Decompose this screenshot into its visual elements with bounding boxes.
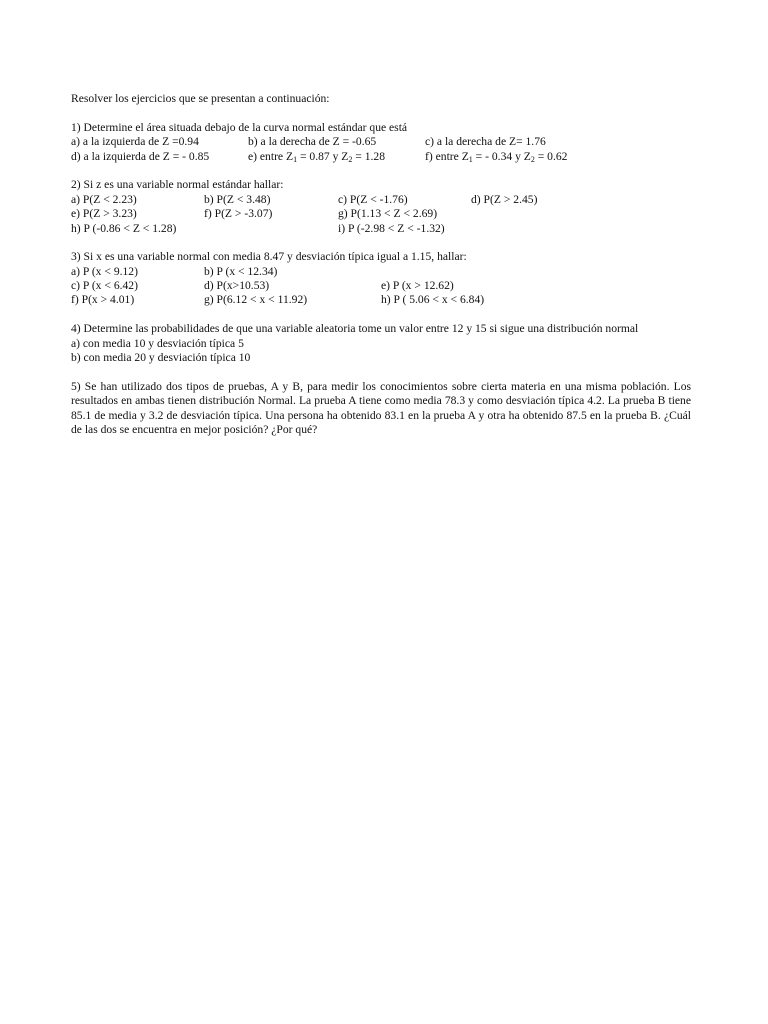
ex1-f-mid: = - 0.34 y Z — [472, 149, 531, 163]
ex1-e-pre: e) entre Z — [248, 149, 294, 163]
spacer — [71, 308, 711, 322]
ex2-item-d: d) P(Z > 2.45) — [471, 192, 538, 206]
exercise-5 — [71, 380, 711, 438]
exercise-3-row-2 — [71, 279, 711, 293]
ex3-item-g: g) P(6.12 < x < 11.92) — [204, 293, 308, 307]
ex3-item-b: b) P (x < 12.34) — [204, 264, 278, 278]
ex3-item-h: h) P ( 5.06 < x < 6.84) — [381, 293, 485, 307]
ex1-e-mid: = 0.87 y Z — [297, 149, 349, 163]
exercise-3-heading: 3) Si x es una variable normal con media 8.47 y desviación típica igual a 1.15, hallar: — [71, 250, 467, 264]
intro-text: Resolver los ejercicios que se presentan a continuación: — [71, 92, 330, 105]
exercise-2-row-2 — [71, 207, 711, 221]
ex1-item-c: c) a la derecha de Z= 1.76 — [425, 135, 546, 149]
ex1-item-b: b) a la derecha de Z = -0.65 — [248, 135, 377, 149]
exercise-2-row-1 — [71, 193, 711, 207]
ex2-item-g: g) P(1.13 < Z < 2.69) — [338, 207, 438, 221]
spacer — [71, 106, 711, 120]
ex1-item-a: a) a la izquierda de Z =0.94 — [71, 135, 199, 149]
ex2-item-e: e) P(Z > 3.23) — [71, 207, 137, 221]
exercise-1-row-1 — [71, 135, 711, 149]
ex1-item-e — [248, 150, 385, 164]
ex1-item-d: d) a la izquierda de Z = - 0.85 — [71, 149, 210, 163]
ex4-item-b: b) con media 20 y desviación típica 10 — [71, 351, 251, 365]
ex2-item-f: f) P(Z > -3.07) — [204, 207, 273, 221]
ex3-item-a: a) P (x < 9.12) — [71, 264, 138, 278]
spacer — [71, 164, 711, 178]
ex1-f-sub1: 1 — [468, 154, 473, 164]
ex3-item-f: f) P(x > 4.01) — [71, 293, 135, 307]
exercise-2-row-3 — [71, 222, 711, 236]
ex2-item-h: h) P (-0.86 < Z < 1.28) — [71, 221, 177, 235]
ex4-item-a: a) con media 10 y desviación típica 5 — [71, 336, 244, 350]
exercise-3-row-3 — [71, 293, 711, 307]
spacer — [71, 236, 711, 250]
exercise-1-row-2 — [71, 150, 711, 164]
ex1-e-sub2: 2 — [348, 154, 353, 164]
ex3-item-e: e) P (x > 12.62) — [381, 279, 454, 293]
ex2-item-a: a) P(Z < 2.23) — [71, 192, 137, 206]
exercise-3-row-1 — [71, 265, 711, 279]
ex3-item-d: d) P(x>10.53) — [204, 279, 270, 293]
ex1-e-sub1: 1 — [293, 154, 298, 164]
ex1-e-post: = 1.28 — [352, 149, 385, 163]
exercise-2-heading: 2) Si z es una variable normal estándar hallar: — [71, 178, 284, 192]
document-content — [71, 92, 711, 437]
ex2-item-b: b) P(Z < 3.48) — [204, 192, 271, 206]
ex1-f-sub2: 2 — [530, 154, 535, 164]
ex2-item-i: i) P (-2.98 < Z < -1.32) — [338, 221, 445, 235]
exercise-5-text: 5) Se han utilizado dos tipos de pruebas, A y B, para medir los conocimientos sobre cierta materia en una misma población. Los resultados en ambas tienen distribución Normal. La prueba A tiene como media 78.3 y como desviación típica 4.2. La prueba B tiene 85.1 de media y 3.2 de desviación típica. Una persona ha obtenido 83.1 en la prueba A y otra ha obtenido 87.5 en la prueba B. ¿Cuál de las dos se encuentra en mejor posición? ¿Por qué? — [71, 379, 691, 437]
ex1-item-f — [425, 150, 567, 164]
ex3-item-c: c) P (x < 6.42) — [71, 279, 138, 293]
spacer — [71, 365, 711, 379]
ex1-f-pre: f) entre Z — [425, 149, 469, 163]
ex2-item-c: c) P(Z < -1.76) — [338, 192, 408, 206]
ex1-f-post: = 0.62 — [534, 149, 568, 163]
exercise-1-heading: 1) Determine el área situada debajo de la curva normal estándar que está — [71, 120, 408, 134]
exercise-4-heading: 4) Determine las probabilidades de que una variable aleatoria tome un valor entre 12 y 15 si sigue una distribución normal — [71, 322, 639, 336]
